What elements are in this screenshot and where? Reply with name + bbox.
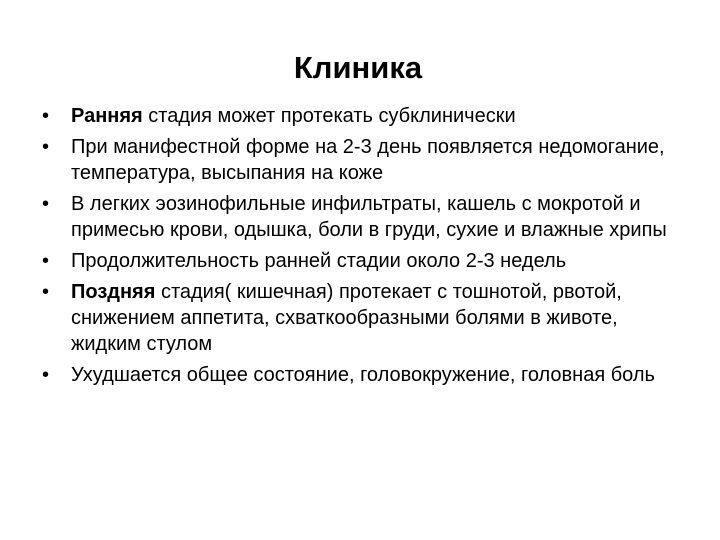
- bullet-dot-icon: •: [42, 364, 50, 386]
- bullet-emphasis: Поздняя: [71, 281, 156, 303]
- bullet-text: При манифестной форме на 2-3 день появляется недомогание, температура, высыпания на коже: [71, 136, 665, 184]
- slide-title-text: Клиника: [293, 50, 423, 85]
- bullet-text: стадия может протекать субклинически: [142, 105, 516, 127]
- bullet-text: Продолжительность ранней стадии около 2-3 недель: [71, 250, 567, 272]
- bullet-list: [42, 103, 682, 393]
- bullet-item-6: [42, 362, 682, 388]
- bullet-item-4: [42, 248, 682, 274]
- bullet-dot-icon: •: [42, 193, 50, 215]
- bullet-item-3: [42, 191, 682, 243]
- bullet-dot-icon: •: [42, 281, 50, 303]
- bullet-dot-icon: •: [42, 105, 50, 127]
- slide-title: [0, 48, 720, 88]
- bullet-emphasis: Ранняя: [71, 105, 143, 127]
- bullet-item-5: [42, 279, 682, 357]
- bullet-dot-icon: •: [42, 136, 50, 158]
- bullet-text: стадия( кишечная) протекает с тошнотой, рвотой, снижением аппетита, схваткообразными болями в животе, жидким стулом: [71, 281, 622, 355]
- bullet-text: Ухудшается общее состояние, головокружение, головная боль: [71, 364, 655, 386]
- bullet-item-2: [42, 134, 682, 186]
- bullet-item-1: [42, 103, 682, 129]
- bullet-dot-icon: •: [42, 250, 50, 272]
- bullet-text: В легких эозинофильные инфильтраты, кашель с мокротой и примесью крови, одышка, боли в груди, сухие и влажные хрипы: [71, 193, 667, 241]
